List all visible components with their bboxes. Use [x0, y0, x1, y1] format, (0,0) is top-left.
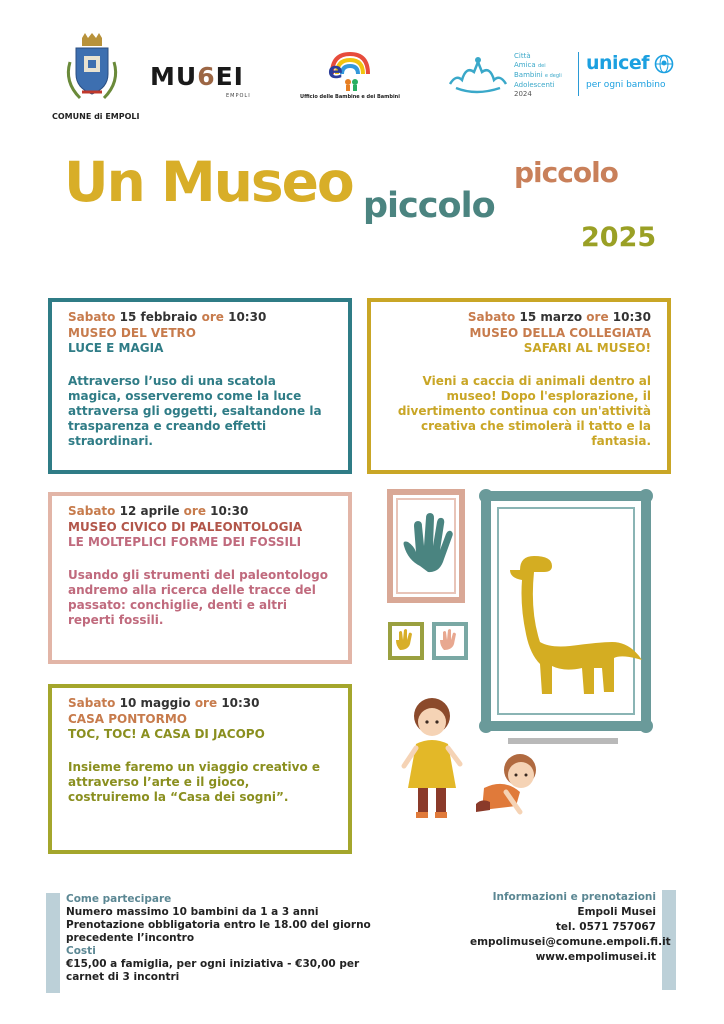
unicef-wordmark: unicef	[586, 52, 649, 74]
event-venue: MUSEO DEL VETRO	[68, 326, 196, 340]
event-theme: LE MOLTEPLICI FORME DEI FOSSILI	[68, 535, 302, 549]
event-time-label: ore	[194, 696, 218, 710]
event-time: 10:30	[612, 310, 651, 324]
event-venue: CASA PONTORMO	[68, 712, 188, 726]
event-when	[68, 504, 332, 519]
info-email[interactable]: empolimusei@comune.empoli.fi.it	[470, 936, 671, 948]
event-description: Attraverso l’uso di una scatola magica, osserveremo come la luce attraversa gli oggetti, esaltandone la trasparenza e creando effetti straordinari.	[68, 374, 322, 448]
mini-frame-left-icon	[390, 624, 422, 658]
event-venue: MUSEO DELLA COLLEGIATA	[469, 326, 651, 340]
event-when	[387, 310, 651, 325]
event-card-3	[48, 492, 352, 664]
info-web[interactable]: www.empolimusei.it	[535, 951, 656, 963]
musei-word-six: 6	[197, 62, 216, 91]
empoli-musei-logo	[150, 62, 260, 102]
citta-amica-logo	[446, 48, 576, 104]
event-theme: SAFARI AL MUSEO!	[523, 341, 651, 355]
citta-line1: Città	[514, 52, 531, 60]
info-head: Informazioni e prenotazioni	[492, 891, 656, 903]
comune-empoli-logo	[52, 32, 140, 124]
mini-frame-right-icon	[434, 624, 466, 658]
citta-line4: Adolescenti	[514, 81, 555, 89]
event-time-label: ore	[586, 310, 609, 324]
cost-head: Costi	[66, 945, 96, 957]
how-line-2: Prenotazione obbligatoria entro le 18.00 del giorno precedente l’incontro	[66, 919, 371, 944]
event-time: 10:30	[221, 696, 260, 710]
event-theme: LUCE E MAGIA	[68, 341, 164, 355]
unicef-globe-icon	[654, 54, 674, 74]
musei-sub: EMPOLI	[226, 93, 251, 99]
footer-participation	[46, 893, 386, 993]
citta-line2b: dei	[537, 63, 546, 69]
event-venue: MUSEO CIVICO DI PALEONTOLOGIA	[68, 520, 303, 534]
event-description: Vieni a caccia di animali dentro al museo! Dopo l'esplorazione, il divertimento continua con un'attività creativa che stimolerà il tatto e la fantasia.	[397, 374, 651, 448]
event-card-4	[48, 684, 352, 854]
cost-line-1: €15,00 a famiglia, per ogni iniziativa - €30,00 per carnet di 3 incontri	[66, 958, 360, 983]
how-line-1: Numero massimo 10 bambini da 1 a 3 anni	[66, 906, 319, 918]
event-date: 12 aprile	[119, 504, 180, 518]
citta-line2: Amica	[514, 61, 536, 69]
event-date: 15 marzo	[519, 310, 583, 324]
svg-text:e: e	[328, 59, 343, 84]
museum-illustration	[380, 486, 680, 826]
logo-divider	[578, 52, 579, 96]
girl-figure-icon	[404, 698, 460, 818]
event-day-label: Sabato	[68, 504, 116, 518]
event-description: Usando gli strumenti del paleontologo andremo alla ricerca delle tracce del passato: conchiglie, denti e altri reperti fossili.	[68, 568, 329, 627]
event-time: 10:30	[228, 310, 267, 324]
citta-year: 2024	[514, 90, 532, 98]
ufficio-caption: Ufficio delle Bambine e dei Bambini	[300, 94, 400, 100]
citta-text	[514, 52, 562, 99]
title-main: Un Museo	[64, 150, 353, 214]
event-theme: TOC, TOC! A CASA DI JACOPO	[68, 727, 265, 741]
event-day-label: Sabato	[68, 696, 116, 710]
event-time: 10:30	[210, 504, 249, 518]
event-day-label: Sabato	[467, 310, 516, 324]
musei-word-a: MU	[150, 62, 198, 91]
how-head: Come partecipare	[66, 893, 172, 905]
footer-info	[470, 890, 676, 990]
unicef-sub: per ogni bambino	[586, 80, 666, 90]
citta-skyline-icon	[446, 50, 512, 100]
citta-line3b: e degli	[544, 73, 562, 79]
event-description: Insieme faremo un viaggio creativo e attraverso l’arte e il gioco, costruiremo la “Casa dei sogni”.	[68, 760, 321, 804]
event-day-label: Sabato	[68, 310, 116, 324]
ufficio-bambini-logo	[300, 48, 400, 104]
empoli-caption: COMUNE di EMPOLI	[52, 112, 140, 121]
handprint-frame-icon	[390, 492, 462, 600]
title-piccolo-2: piccolo	[514, 156, 618, 189]
ufficio-rainbow-icon	[322, 48, 378, 92]
musei-word-b: EI	[215, 62, 244, 91]
empoli-crest-icon	[60, 32, 124, 104]
dinosaur-frame-icon	[479, 489, 653, 744]
event-time-label: ore	[183, 504, 206, 518]
event-date: 15 febbraio	[119, 310, 198, 324]
event-when	[68, 310, 332, 325]
event-time-label: ore	[201, 310, 224, 324]
title-year: 2025	[581, 222, 657, 253]
info-tel: tel. 0571 757067	[555, 921, 656, 933]
musei-wordmark	[150, 62, 260, 91]
citta-line3: Bambini	[514, 71, 543, 79]
baby-figure-icon	[476, 754, 536, 812]
event-card-2	[367, 298, 671, 474]
event-card-1	[48, 298, 352, 474]
title-piccolo-1: piccolo	[363, 186, 495, 226]
event-when	[68, 696, 332, 711]
unicef-logo	[586, 52, 676, 96]
info-org: Empoli Musei	[577, 906, 656, 918]
event-date: 10 maggio	[119, 696, 191, 710]
